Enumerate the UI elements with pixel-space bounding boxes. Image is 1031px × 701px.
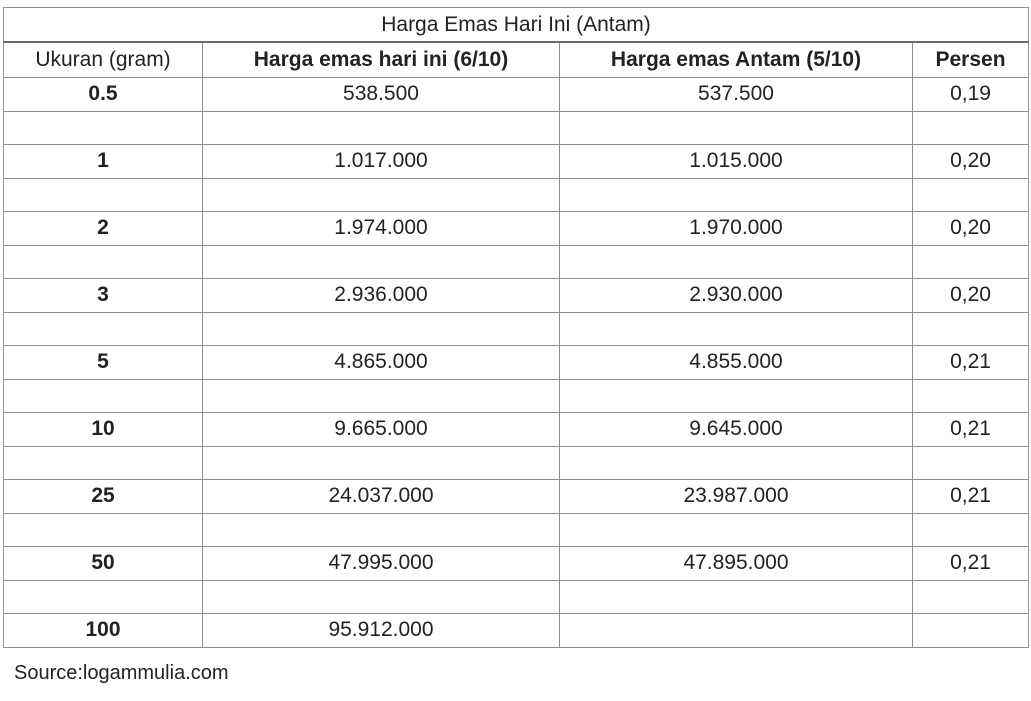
cell-price-antam: 23.987.000 <box>560 480 913 514</box>
cell-price-today: 2.936.000 <box>203 279 560 313</box>
cell-percent: 0,20 <box>913 212 1029 246</box>
cell-price-antam: 4.855.000 <box>560 346 913 380</box>
cell-price-today: 47.995.000 <box>203 547 560 581</box>
source-note: Source:logammulia.com <box>14 662 229 684</box>
empty-cell <box>560 312 913 346</box>
empty-cell <box>560 580 913 614</box>
empty-cell <box>913 513 1029 547</box>
spacer-row <box>4 245 1029 279</box>
cell-size: 3 <box>4 279 203 313</box>
cell-price-today: 538.500 <box>203 78 560 112</box>
table-row <box>4 480 1029 514</box>
cell-size: 1 <box>4 145 203 179</box>
table-row <box>4 78 1029 112</box>
cell-percent: 0,20 <box>913 145 1029 179</box>
empty-cell <box>203 446 560 480</box>
cell-size: 10 <box>4 413 203 447</box>
gold-price-table <box>3 7 1029 648</box>
empty-cell <box>560 178 913 212</box>
cell-price-antam: 9.645.000 <box>560 413 913 447</box>
empty-cell <box>203 513 560 547</box>
empty-cell <box>913 111 1029 145</box>
cell-price-antam <box>560 614 913 648</box>
empty-cell <box>560 111 913 145</box>
cell-size: 5 <box>4 346 203 380</box>
spacer-row <box>4 312 1029 346</box>
cell-size: 0.5 <box>4 78 203 112</box>
table-row <box>4 212 1029 246</box>
empty-cell <box>4 513 203 547</box>
spacer-row <box>4 178 1029 212</box>
cell-price-today: 1.017.000 <box>203 145 560 179</box>
table-row <box>4 547 1029 581</box>
header-percent: Persen <box>913 42 1029 78</box>
cell-price-antam: 1.970.000 <box>560 212 913 246</box>
empty-cell <box>203 379 560 413</box>
empty-cell <box>4 245 203 279</box>
cell-percent: 0,21 <box>913 413 1029 447</box>
cell-price-antam: 2.930.000 <box>560 279 913 313</box>
empty-cell <box>913 178 1029 212</box>
table-title: Harga Emas Hari Ini (Antam) <box>4 8 1029 43</box>
cell-price-today: 1.974.000 <box>203 212 560 246</box>
spacer-row <box>4 111 1029 145</box>
empty-cell <box>203 111 560 145</box>
cell-size: 50 <box>4 547 203 581</box>
cell-price-today: 4.865.000 <box>203 346 560 380</box>
cell-price-antam: 537.500 <box>560 78 913 112</box>
empty-cell <box>560 446 913 480</box>
cell-percent: 0,21 <box>913 547 1029 581</box>
spacer-row <box>4 513 1029 547</box>
table-header-row <box>4 42 1029 78</box>
empty-cell <box>560 379 913 413</box>
cell-percent: 0,21 <box>913 480 1029 514</box>
cell-price-today: 24.037.000 <box>203 480 560 514</box>
cell-price-today: 9.665.000 <box>203 413 560 447</box>
spacer-row <box>4 446 1029 480</box>
spacer-row <box>4 580 1029 614</box>
empty-cell <box>4 111 203 145</box>
empty-cell <box>913 580 1029 614</box>
table-title-row <box>4 8 1029 43</box>
header-size: Ukuran (gram) <box>4 42 203 78</box>
table-row <box>4 413 1029 447</box>
table-row <box>4 145 1029 179</box>
cell-size: 100 <box>4 614 203 648</box>
empty-cell <box>913 446 1029 480</box>
empty-cell <box>913 245 1029 279</box>
empty-cell <box>4 312 203 346</box>
empty-cell <box>4 446 203 480</box>
empty-cell <box>203 580 560 614</box>
empty-cell <box>203 312 560 346</box>
cell-percent: 0,21 <box>913 346 1029 380</box>
cell-size: 25 <box>4 480 203 514</box>
cell-percent: 0,20 <box>913 279 1029 313</box>
empty-cell <box>560 245 913 279</box>
empty-cell <box>203 178 560 212</box>
empty-cell <box>913 312 1029 346</box>
cell-size: 2 <box>4 212 203 246</box>
cell-percent <box>913 614 1029 648</box>
cell-percent: 0,19 <box>913 78 1029 112</box>
empty-cell <box>4 580 203 614</box>
table-row <box>4 346 1029 380</box>
empty-cell <box>4 178 203 212</box>
table-row <box>4 279 1029 313</box>
header-price-today: Harga emas hari ini (6/10) <box>203 42 560 78</box>
cell-price-antam: 47.895.000 <box>560 547 913 581</box>
cell-price-today: 95.912.000 <box>203 614 560 648</box>
header-price-antam: Harga emas Antam (5/10) <box>560 42 913 78</box>
empty-cell <box>4 379 203 413</box>
spacer-row <box>4 379 1029 413</box>
empty-cell <box>203 245 560 279</box>
empty-cell <box>560 513 913 547</box>
empty-cell <box>913 379 1029 413</box>
cell-price-antam: 1.015.000 <box>560 145 913 179</box>
table-row <box>4 614 1029 648</box>
